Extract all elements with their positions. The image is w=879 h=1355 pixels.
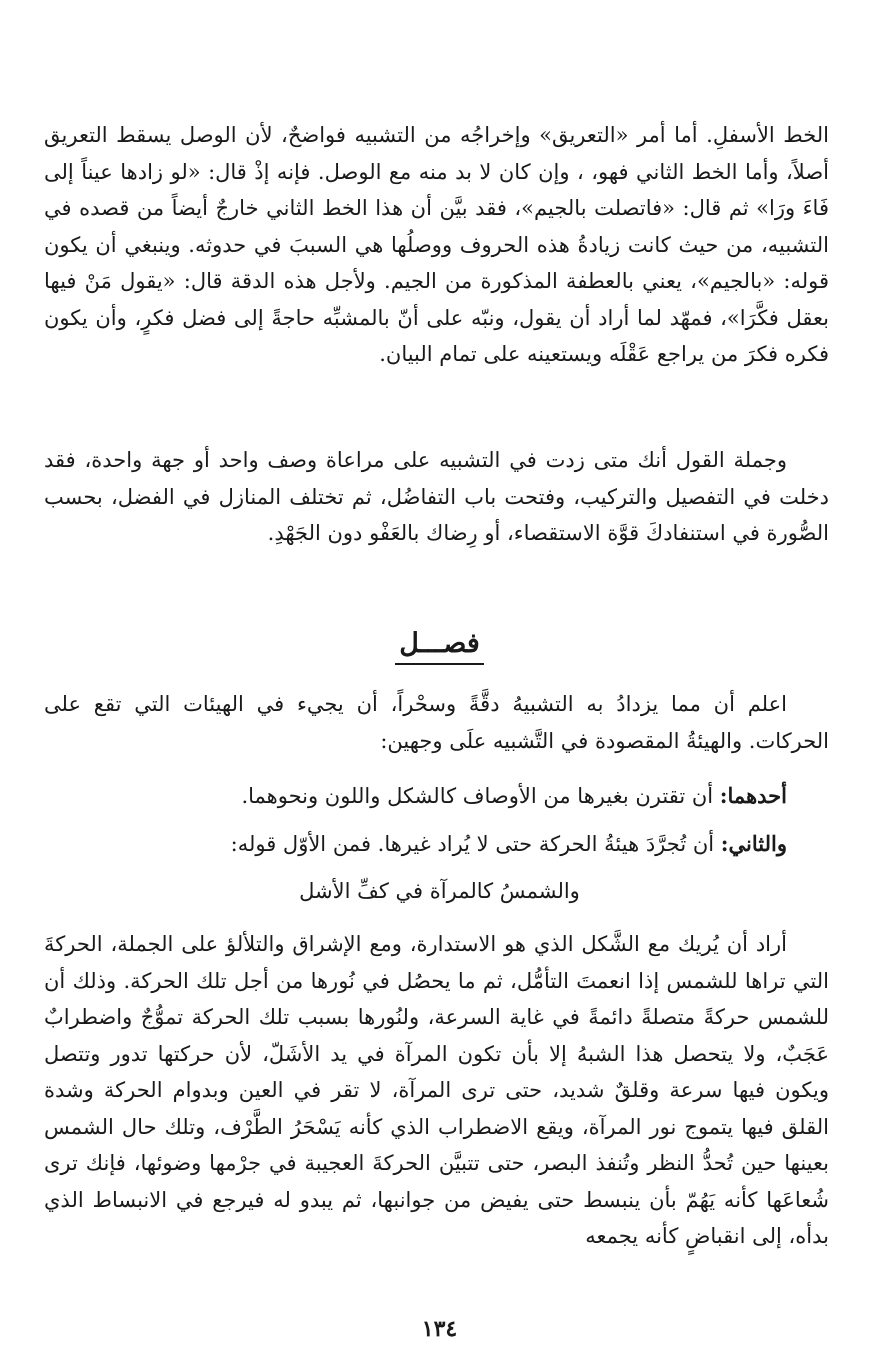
paragraph-1-text: الخط الأسفلِ. أما أمر «التعريق» وإخراجُه من التشبيه فواضحٌ، لأن الوصل يسقط التعريق أصلاً، وأما الخط الثاني فهو، ، وإن كان لا بد منه مع الوصل. فإنه إذْ قال: «لو زادها عيناً إلى فَاءَ ورَا» ثم قال: «فاتصلت بالجيم»، فقد بيَّن أن هذا الخط الثاني خارجٌ أيضاً من قصده في التشبيه، من حيث كانت زيادةُ هذه الحروف ووصلُها هي السببَ في حدوثه. وينبغي أن يكون قوله: «بالجيم»، يعني بالعطفة المذكورة من الجيم. ولأجل هذه الدقة قال: «يقول مَنْ فيها بعقل فكَّرَا»، فمهّد لما أراد أن يقول، ونبّه على أنّ بالمشبِّه حاجةً إلى فضل فكرٍ، وأن يكون فكره فكرَ من يراجع عَقْلَه ويستعينه على تمام البيان. [44, 123, 829, 366]
list-item-second-lead: والثاني: [720, 831, 787, 856]
list-item-first-lead: أحدهما: [719, 783, 787, 808]
poetry-verse: والشمسُ كالمرآة في كفِّ الأشل [299, 879, 580, 903]
section-heading-text: فصـــل [395, 628, 484, 665]
paragraph-4 [44, 926, 829, 1255]
paragraph-2-text: وجملة القول أنك متى زدت في التشبيه على مراعاة وصف واحد أو جهة واحدة، فقد دخلت في التفصيل والتركيب، وفتحت باب التفاضُل، ثم تختلف المنازل في الفضل، بحسب الصُّورة في استنفادكَ قوَّة الاستقصاء، أو رِضاك بالعَفْو دون الجَهْدِ. [44, 448, 829, 545]
list-item-first [44, 778, 787, 815]
list-item-first-text: أن تقترن بغيرها من الأوصاف كالشكل واللون ونحوهما. [241, 784, 720, 808]
paragraph-3-text: اعلم أن مما يزدادُ به التشبيهُ دقَّةً وسحْراً، أن يجيء في الهيئات التي تقع على الحركات. والهيئةُ المقصودة في التَّشبيه علَى وجهين: [44, 692, 829, 753]
paragraph-4-text: أراد أن يُريك مع الشَّكل الذي هو الاستدارة، ومع الإشراق والتلألؤ على الجملة، الحركةَ التي تراها للشمس إذا انعمتَ التأمُّل، ثم ما يحصُل في نُورها من أجل تلك الحركة. وذلك أن للشمس حركةً متصلةً دائمةً في غاية السرعة، ولنُورها بسبب تلك الحركة تموُّجٌ واضطرابٌ عَجَبٌ، ولا يتحصل هذا الشبهُ إلا بأن تكون المرآة في يد الأشَلّ، لأن حركتها تدور وتتصل ويكون فيها سرعة وقلقٌ شديد، حتى ترى المرآة، لا تقر في العين وبدوام الحركة وشدة القلق فيها يتموج نور المرآة، ويقع الاضطراب الذي كأنه يَسْحَرُ الطَّرْف، وتلك حال الشمس بعينها حين تُحدُّ النظر وتُنفذ البصر، حتى تتبيَّن الحركةَ العجيبة في جرْمها وضوئها، فإنك ترى شُعاعَها كأنه يَهُمّ بأن ينبسط حتى يفيض من جوانبها، ثم يبدو له فيرجع في الانبساط الذي بدأه، إلى انقباضٍ كأنه يجمعه [44, 932, 829, 1248]
list-item-second-text: أن تُجرَّدَ هيئةُ الحركة حتى لا يُراد غيرها. فمن الأوّل قوله: [230, 832, 721, 856]
page-number: ١٣٤ [421, 1316, 458, 1342]
section-heading [0, 628, 879, 665]
paragraph-1 [44, 117, 829, 373]
paragraph-2 [44, 442, 829, 552]
paragraph-3 [44, 686, 829, 759]
list-item-second [44, 826, 787, 863]
